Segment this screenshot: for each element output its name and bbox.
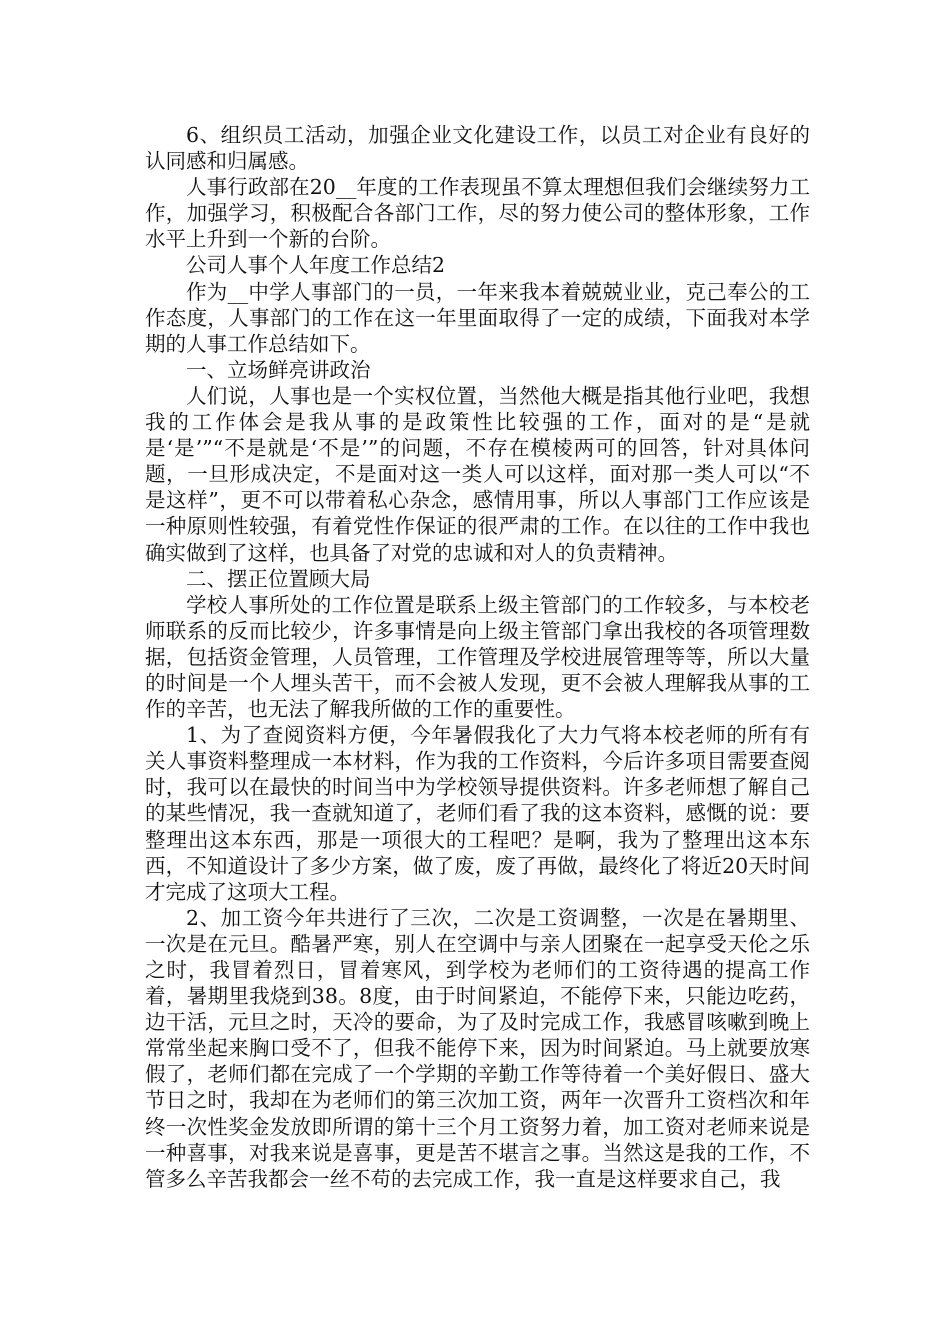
paragraph-item-2: 2、加工资今年共进行了三次，二次是工资调整，一次是在暑期里、一次是在元旦。酷暑严寒，别人在空调中与亲人团聚在一起享受天伦之乐之时，我冒着烈日，冒着寒风，到学校为老师们的工资待遇的提高工作着，暑期里我烧到38。8度，由于时间紧迫，不能停下来，只能边吃药，边干活，元旦之时，天冷的要命，为了及时完成工作，我感冒咳嗽到晚上常常坐起来胸口受不了，但我不能停下来，因为时间紧迫。马上就要放寒假了，老师们都在完成了一个学期的辛勤工作等待着一个美好假日、盛大节日之时，我却在为老师们的第三次加工资，两年一次晋升工资档次和年终一次性奖金发放即所谓的第十三个月工资努力着，加工资对老师来说是一种喜事，对我来说是喜事，更是苦不堪言之事。当然这是我的工作，不管多么辛苦我都会一丝不苟的去完成工作，我一直是这样要求自己，我 (145, 905, 810, 1191)
paragraph-department-summary: 人事行政部在20__年度的工作表现虽不算太理想但我们会继续努力工作，加强学习，积极配合各部门工作，尽的努力使公司的整体形象，工作水平上升到一个新的台阶。 (145, 175, 810, 252)
paragraph-intro: 作为__中学人事部门的一员，一年来我本着兢兢业业，克己奉公的工作态度，人事部门的工作在这一年里面取得了一定的成绩，下面我对本学期的人事工作总结如下。 (145, 279, 810, 356)
paragraph-position: 学校人事所处的工作位置是联系上级主管部门的工作较多，与本校老师联系的反而比较少，许多事情是向上级主管部门拿出我校的各项管理数据，包括资金管理，人员管理，工作管理及学校进展管理等等，所以大量的时间是一个人埋头苦干，而不会被人发现，更不会被人理解我从事的工作的辛苦，也无法了解我所做的工作的重要性。 (145, 592, 810, 722)
paragraph-item-1: 1、为了查阅资料方便，今年暑假我化了大力气将本校老师的所有有关人事资料整理成一本材料，作为我的工作资料，今后许多项目需要查阅时，我可以在最快的时间当中为学校领导提供资料。许多老师想了解自己的某些情况，我一查就知道了，老师们看了我的这本资料，感慨的说：要整理出这本东西，那是一项很大的工程吧？是啊，我为了整理出这本东西，不知道设计了多少方案，做了废，废了再做，最终化了将近20天时间才完成了这项大工程。 (145, 723, 810, 904)
heading-position: 二、摆正位置顾大局 (186, 566, 371, 591)
section-title: 公司人事个人年度工作总结2 (186, 253, 446, 278)
paragraph-activities: 6、组织员工活动，加强企业文化建设工作，以员工对企业有良好的认同感和归属感。 (145, 123, 810, 174)
heading-politics: 一、立场鲜亮讲政治 (186, 357, 371, 382)
paragraph-politics: 人们说，人事也是一个实权位置，当然他大概是指其他行业吧，我想我的工作体会是我从事的是政策性比较强的工作，面对的是“是就是‘是’”“不是就是‘不是’”的问题，不存在模棱两可的回答，针对具体问题，一旦形成决定，不是面对这一类人可以这样，面对那一类人可以“不是这样”，更不可以带着私心杂念，感情用事，所以人事部门工作应该是一种原则性较强，有着党性作保证的很严肃的工作。在以往的工作中我也确实做到了这样，也具备了对党的忠诚和对人的负责精神。 (145, 383, 810, 565)
document-body (145, 122, 810, 1192)
